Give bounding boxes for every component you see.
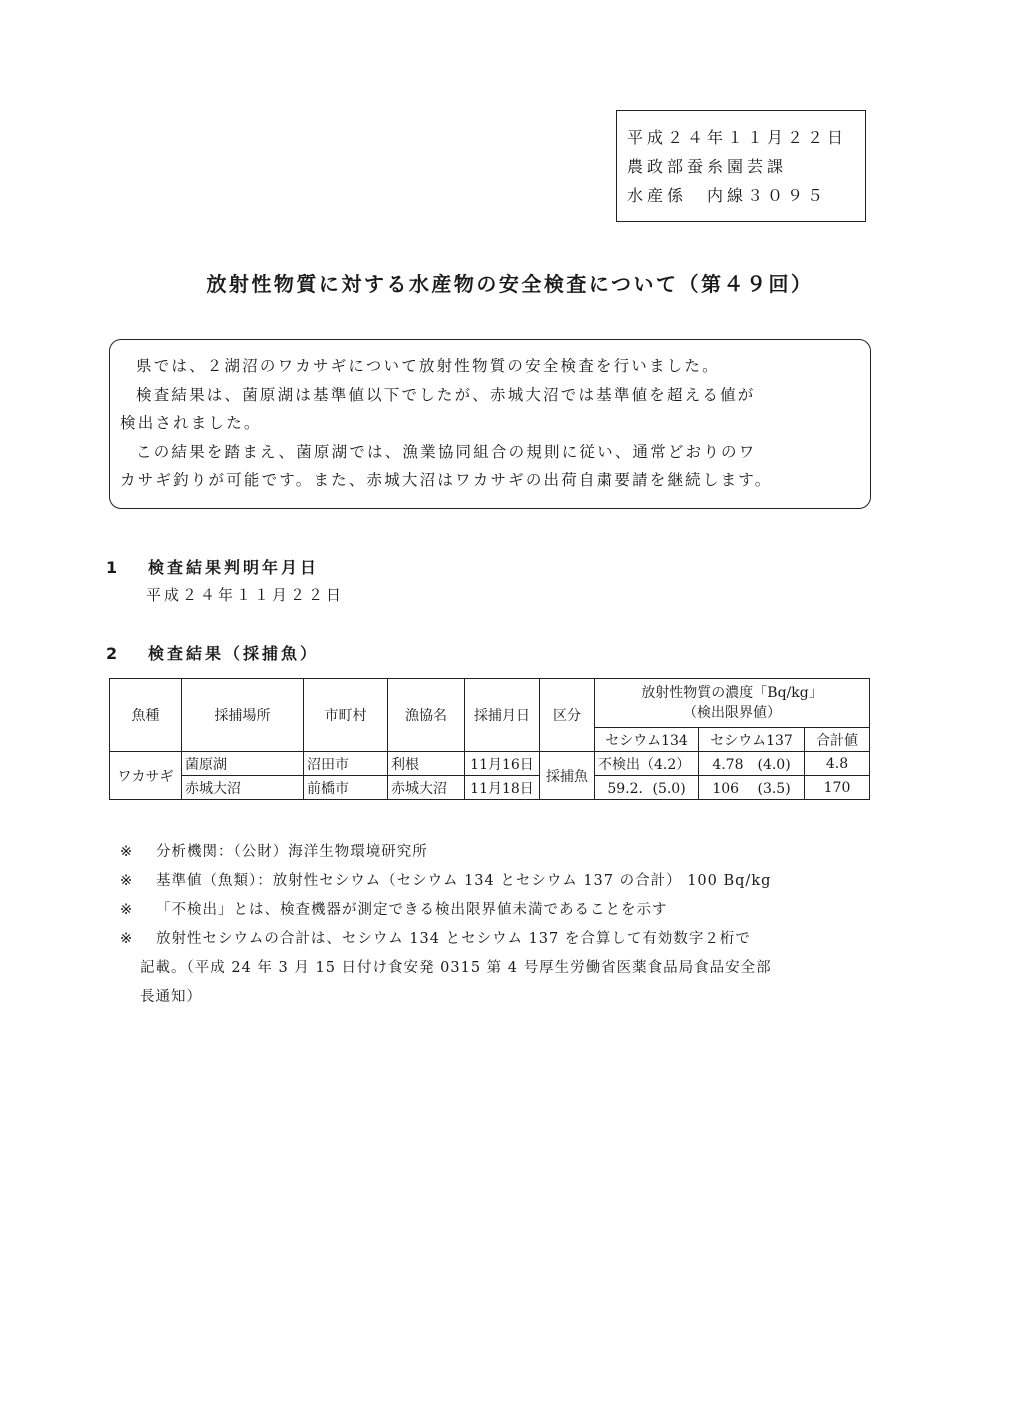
note-continuation: 記載。（平成 24 年 3 月 15 日付け食安発 0315 第 4 号厚生労働省医薬食品局食品安全部 xyxy=(140,960,772,976)
summary-box xyxy=(109,339,871,509)
summary-line: 検出されました。 xyxy=(120,414,262,432)
notes xyxy=(120,838,890,1012)
info-department: 農政部蚕糸園芸課 xyxy=(627,157,788,176)
summary-line: カサギ釣りが可能です。また、赤城大沼はワカサギの出荷自粛要請を継続します。 xyxy=(120,471,773,489)
note-mark: ※ xyxy=(120,931,134,947)
header-cs134: セシウム134 xyxy=(595,728,699,752)
cell-date: 11月18日 xyxy=(465,776,540,800)
note-mark: ※ xyxy=(120,873,134,889)
cell-cs137: 106 (3.5) xyxy=(699,776,805,800)
section-2-heading xyxy=(106,641,319,664)
section-2-title: 検査結果（採捕魚） xyxy=(148,644,320,663)
cell-fish: ワカサギ xyxy=(110,752,182,800)
table-header-row xyxy=(110,679,870,728)
header-coop: 漁協名 xyxy=(388,679,465,752)
cell-coop: 利根 xyxy=(388,752,465,776)
header-detection-limit: （検出限界値） xyxy=(683,705,782,721)
header-place: 採捕場所 xyxy=(182,679,304,752)
note-item xyxy=(120,838,890,867)
table-row xyxy=(110,752,870,776)
header-fish: 魚種 xyxy=(110,679,182,752)
cell-city: 前橋市 xyxy=(304,776,388,800)
note-text: 基準値（魚類）：放射性セシウム（セシウム 134 とセシウム 137 の合計） 100 Bq/kg xyxy=(156,873,772,889)
summary-line: 県では、２湖沼のワカサギについて放射性物質の安全検査を行いました。 xyxy=(136,357,720,375)
document-title: 放射性物質に対する水産物の安全検査について（第４９回） xyxy=(206,272,814,296)
info-contact: 水産係 内線３０９５ xyxy=(627,186,828,205)
note-mark: ※ xyxy=(120,902,134,918)
header-date: 採捕月日 xyxy=(465,679,540,752)
note-continuation: 長通知） xyxy=(140,989,202,1005)
info-box xyxy=(616,110,866,222)
cell-cs137: 4.78 (4.0) xyxy=(699,752,805,776)
header-cs137: セシウム137 xyxy=(699,728,805,752)
cell-date: 11月16日 xyxy=(465,752,540,776)
section-1-title: 検査結果判明年月日 xyxy=(148,558,320,577)
cell-place: 赤城大沼 xyxy=(182,776,304,800)
summary-line: 検査結果は、菌原湖は基準値以下でしたが、赤城大沼では基準値を超える値が xyxy=(136,385,756,404)
header-category: 区分 xyxy=(540,679,595,752)
note-text: 「不検出」とは、検査機器が測定できる検出限界値未満であることを示す xyxy=(156,902,668,918)
header-concentration xyxy=(595,679,870,728)
note-item xyxy=(120,896,890,925)
header-total: 合計値 xyxy=(805,728,870,752)
summary-line: この結果を踏まえ、菌原湖では、漁業協同組合の規則に従い、通常どおりのワ xyxy=(136,442,757,461)
note-item xyxy=(120,867,890,896)
cell-city: 沼田市 xyxy=(304,752,388,776)
note-text: 分析機関：（公財）海洋生物環境研究所 xyxy=(156,844,428,860)
section-2-number: 2 xyxy=(106,644,121,663)
header-concentration-label: 放射性物質の濃度「Bq/kg」 xyxy=(641,685,823,701)
cell-coop: 赤城大沼 xyxy=(388,776,465,800)
section-1-date: 平成２４年１１月２２日 xyxy=(146,586,345,604)
note-mark: ※ xyxy=(120,844,134,860)
cell-place: 菌原湖 xyxy=(182,752,304,776)
results-table xyxy=(109,678,870,800)
section-1-number: 1 xyxy=(106,558,121,577)
cell-category: 採捕魚 xyxy=(540,752,595,800)
cell-total: 170 xyxy=(805,776,870,800)
cell-cs134: 不検出（4.2） xyxy=(595,752,699,776)
cell-cs134: 59.2．(5.0) xyxy=(595,776,699,800)
table-row xyxy=(110,776,870,800)
info-date: 平成２４年１１月２２日 xyxy=(627,128,848,147)
section-1-heading xyxy=(106,555,319,578)
note-text: 放射性セシウムの合計は、セシウム 134 とセシウム 137 を合算して有効数字２桁で xyxy=(156,931,751,947)
header-city: 市町村 xyxy=(304,679,388,752)
note-item xyxy=(120,925,890,954)
cell-total: 4.8 xyxy=(805,752,870,776)
